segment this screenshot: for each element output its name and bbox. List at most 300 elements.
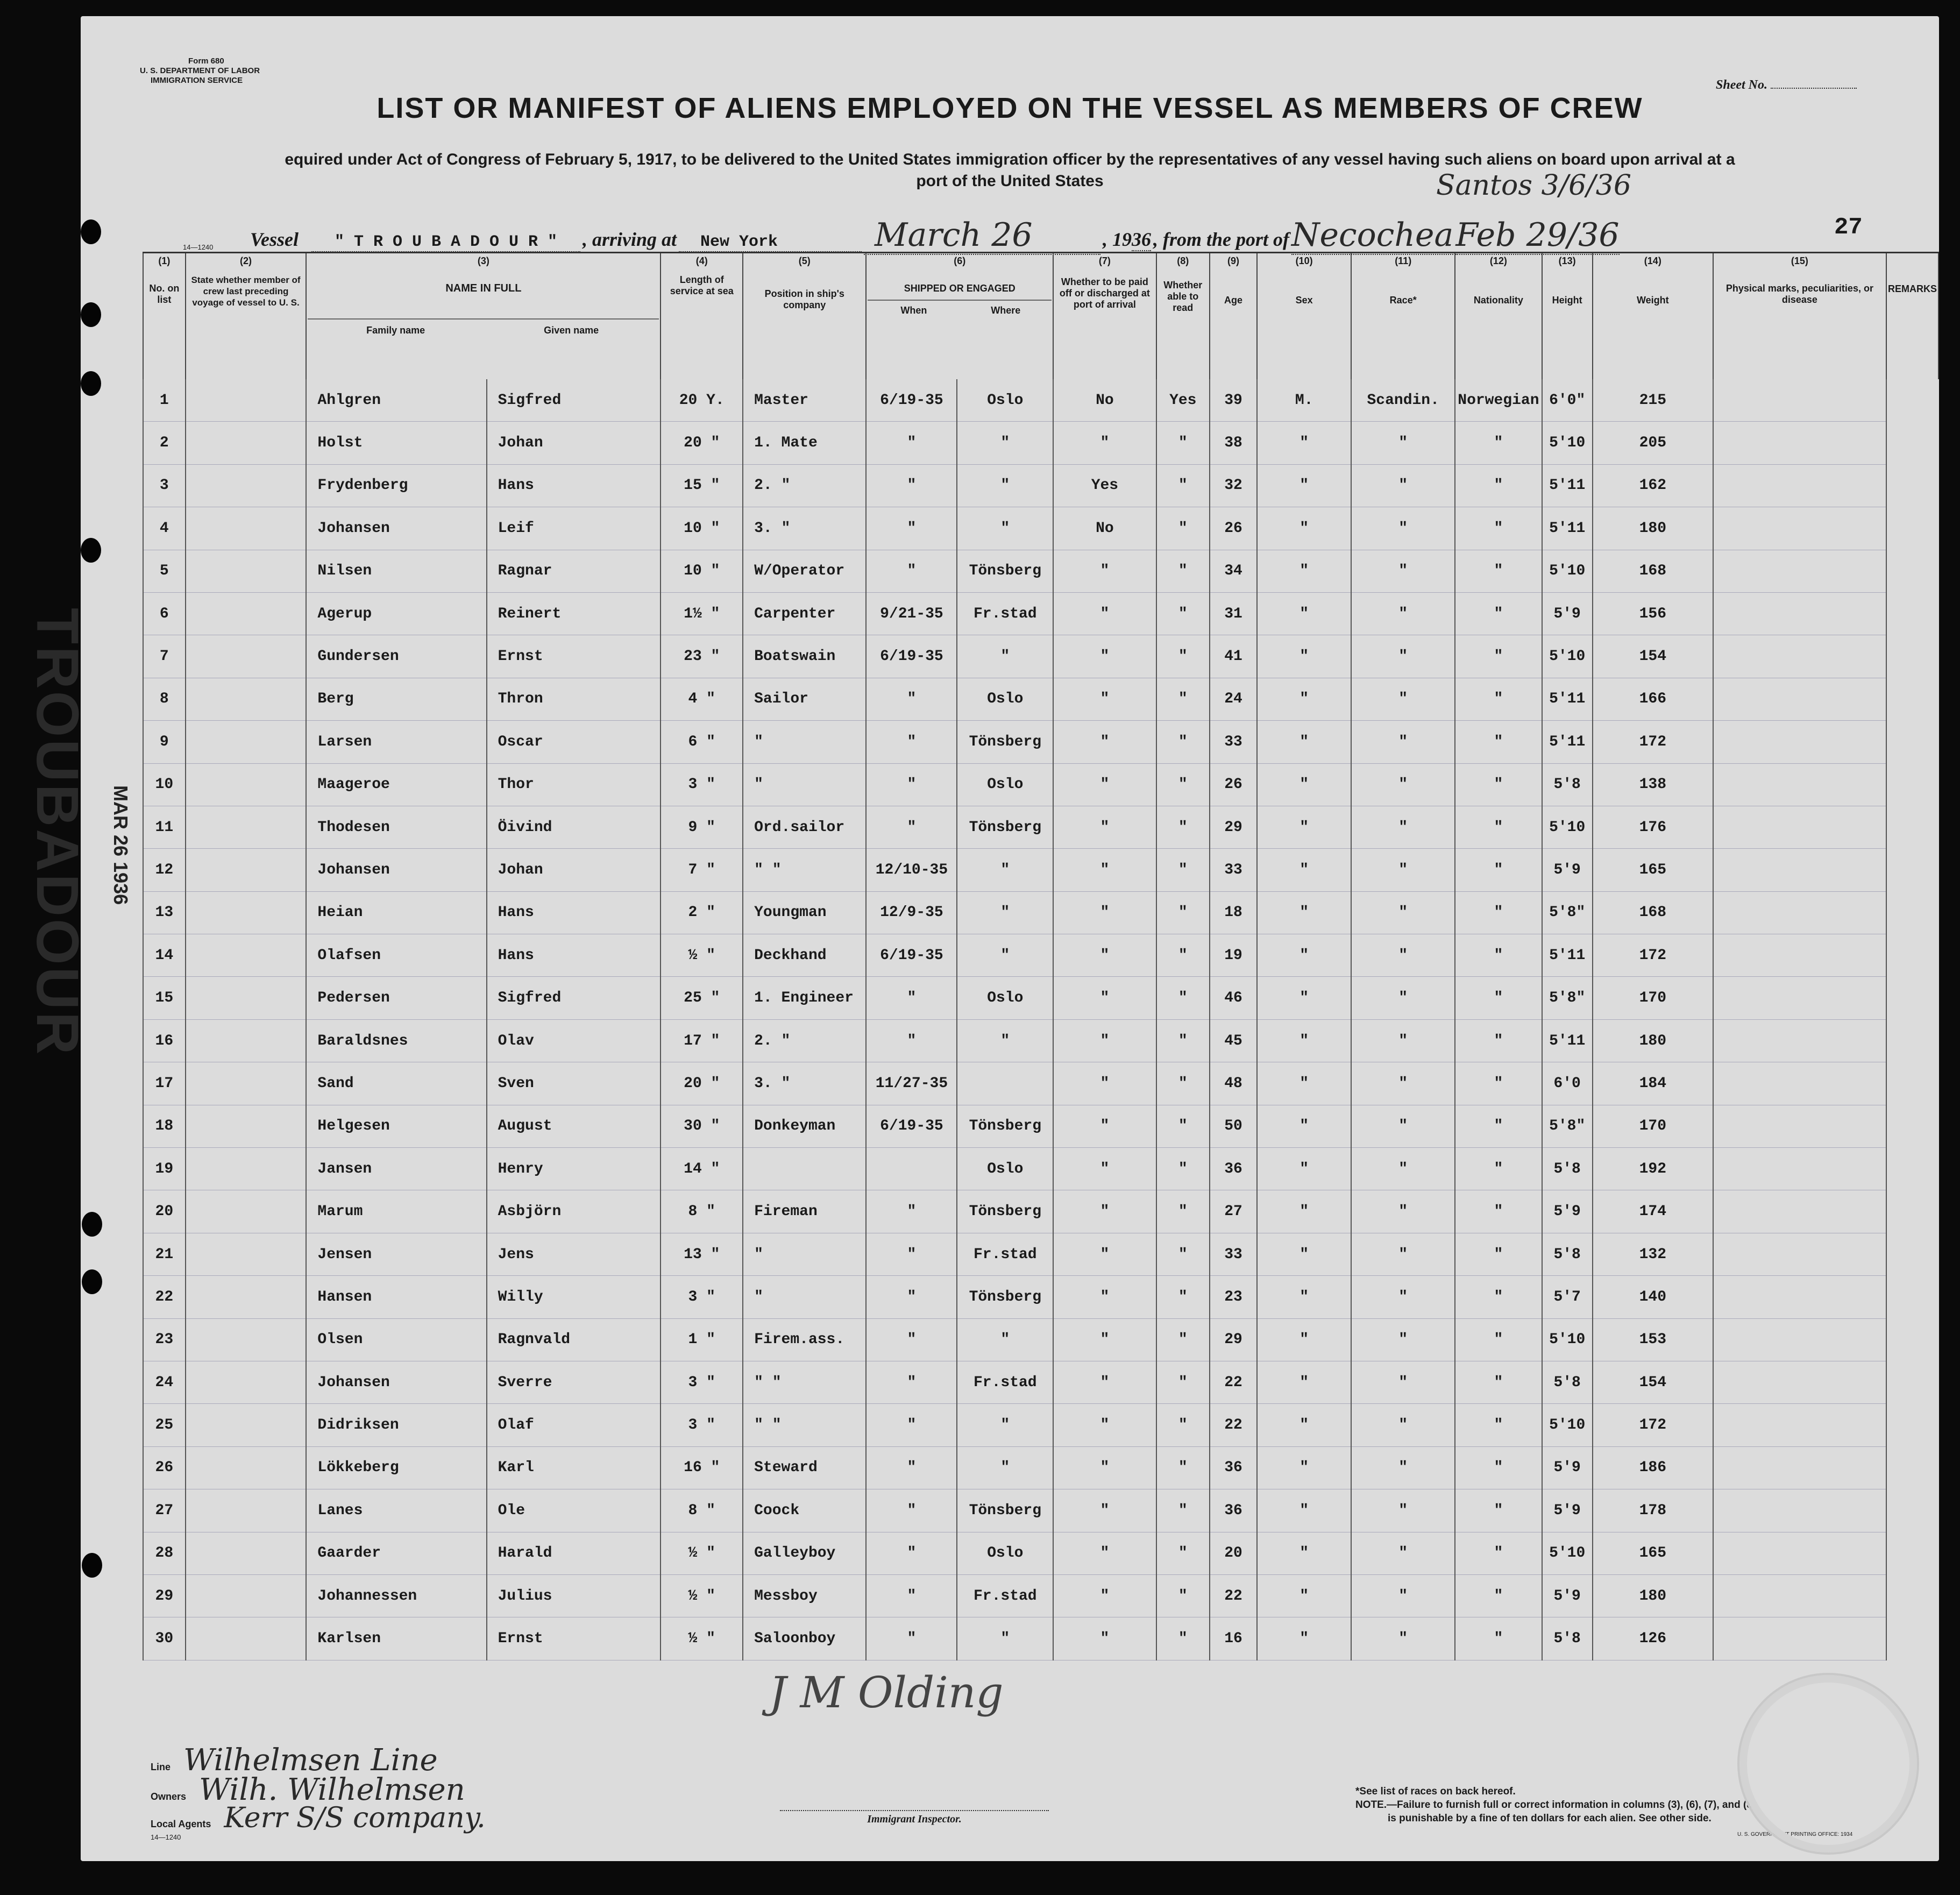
code-top: 14—1240 [183,243,214,251]
shipped-where-cell: Tönsberg [957,1190,1053,1233]
nationality-cell: " [1455,678,1542,720]
sex-cell: " [1257,635,1351,678]
last-voyage-cell [186,635,307,678]
paid-off-cell: " [1053,1617,1156,1660]
weight-cell: 154 [1593,1361,1713,1403]
position-cell: " " [743,1404,866,1446]
shipped-where-cell: Fr.stad [957,592,1053,635]
able-to-read-cell: " [1156,550,1210,592]
row-no-cell: 29 [143,1574,186,1617]
shipped-when-cell: 6/19-35 [866,1105,957,1147]
weight-cell: 132 [1593,1233,1713,1275]
sex-cell: " [1257,1019,1351,1062]
service-cell: 3 " [661,1404,743,1446]
sex-cell: " [1257,550,1351,592]
weight-cell: 154 [1593,635,1713,678]
embossed-seal [1737,1673,1919,1855]
weight-cell: 166 [1593,678,1713,720]
given-name-cell: Asbjörn [487,1190,661,1233]
table-row [143,934,1938,977]
service-cell: 13 " [661,1233,743,1275]
page-subtitle-2: port of the United States [916,172,1104,190]
table-row [143,1361,1938,1403]
race-cell: " [1351,635,1455,678]
height-cell: 5'8 [1542,1148,1593,1190]
row-no-cell: 19 [143,1148,186,1190]
service-label: IMMIGRATION SERVICE [151,76,243,85]
paid-off-cell: " [1053,721,1156,763]
position-cell: Firem.ass. [743,1318,866,1361]
race-cell: " [1351,1489,1455,1532]
service-cell: 23 " [661,635,743,678]
given-name-cell: Willy [487,1276,661,1318]
able-to-read-cell: " [1156,891,1210,934]
given-name-cell: Julius [487,1574,661,1617]
able-to-read-cell: " [1156,678,1210,720]
weight-cell: 180 [1593,1019,1713,1062]
race-cell: " [1351,1318,1455,1361]
table-row [143,1532,1938,1574]
last-voyage-cell [186,1318,307,1361]
shipped-where-cell: Oslo [957,1532,1053,1574]
sex-cell: " [1257,1233,1351,1275]
row-no-cell: 28 [143,1532,186,1574]
row-no-cell: 1 [143,379,186,422]
race-cell: " [1351,507,1455,550]
height-cell: 5'8" [1542,977,1593,1019]
paid-off-cell: " [1053,1233,1156,1275]
race-cell: " [1351,422,1455,464]
sex-cell: " [1257,678,1351,720]
family-name-cell: Olsen [306,1318,486,1361]
table-row [143,1489,1938,1532]
service-cell: 20 Y. [661,379,743,422]
table-row [143,635,1938,678]
family-name-cell: Sand [306,1062,486,1105]
position-cell: " [743,721,866,763]
col-age: (9) Age [1210,253,1257,380]
row-no-cell: 11 [143,806,186,848]
given-name-cell: Olaf [487,1404,661,1446]
race-cell: " [1351,1361,1455,1403]
sex-cell: " [1257,1318,1351,1361]
race-cell: " [1351,1404,1455,1446]
able-to-read-cell: " [1156,977,1210,1019]
able-to-read-cell: " [1156,1574,1210,1617]
shipped-when-cell: " [866,1574,957,1617]
age-cell: 33 [1210,849,1257,891]
age-cell: 38 [1210,422,1257,464]
row-no-cell: 12 [143,849,186,891]
sex-cell: " [1257,507,1351,550]
sex-cell: " [1257,1489,1351,1532]
paid-off-cell: " [1053,635,1156,678]
sex-cell: " [1257,763,1351,806]
row-no-cell: 3 [143,464,186,507]
nationality-cell: " [1455,1574,1542,1617]
shipped-where-cell: Oslo [957,379,1053,422]
given-name-cell: Thron [487,678,661,720]
physical-marks-cell [1713,678,1886,720]
sex-cell: " [1257,1404,1351,1446]
height-cell: 5'8 [1542,1233,1593,1275]
given-name-cell: Reinert [487,592,661,635]
binder-hole [82,1212,102,1237]
height-cell: 5'11 [1542,507,1593,550]
given-name-cell: Johan [487,422,661,464]
row-no-cell: 20 [143,1190,186,1233]
arrival-port: New York [679,233,862,252]
age-cell: 16 [1210,1617,1257,1660]
arrival-year: 36 [1132,229,1152,250]
race-cell: " [1351,592,1455,635]
nationality-cell: " [1455,1361,1542,1403]
age-cell: 31 [1210,592,1257,635]
table-row [143,806,1938,848]
age-cell: 36 [1210,1446,1257,1489]
weight-cell: 184 [1593,1062,1713,1105]
shipped-when-cell: " [866,507,957,550]
service-cell: 20 " [661,1062,743,1105]
shipped-when-cell: " [866,1617,957,1660]
shipped-where-cell: " [957,1617,1053,1660]
able-to-read-cell: " [1156,721,1210,763]
last-voyage-cell [186,1019,307,1062]
able-to-read-cell: Yes [1156,379,1210,422]
family-name-cell: Maageroe [306,763,486,806]
last-voyage-cell [186,721,307,763]
race-cell: " [1351,1532,1455,1574]
physical-marks-cell [1713,1148,1886,1190]
race-cell: " [1351,891,1455,934]
last-voyage-cell [186,849,307,891]
shipped-where-cell: " [957,1404,1053,1446]
family-name-cell: Gundersen [306,635,486,678]
vessel-line [250,216,1620,255]
col-sex: (10) Sex [1257,253,1351,380]
shipped-where-cell: Tönsberg [957,721,1053,763]
binder-hole [81,371,101,396]
table-row [143,507,1938,550]
given-name-cell: Olav [487,1019,661,1062]
height-cell: 5'8 [1542,1617,1593,1660]
family-name-cell: Pedersen [306,977,486,1019]
shipped-where-cell: Tönsberg [957,1489,1053,1532]
age-cell: 33 [1210,1233,1257,1275]
weight-cell: 140 [1593,1276,1713,1318]
given-name-cell: Ragnar [487,550,661,592]
height-cell: 5'10 [1542,1532,1593,1574]
shipped-where-cell: Tönsberg [957,806,1053,848]
shipped-where-cell: " [957,635,1053,678]
col-height: (13) Height [1542,253,1593,380]
sheet-number-label: Sheet No. [1716,78,1857,93]
given-name-cell: Ernst [487,635,661,678]
physical-marks-cell [1713,1276,1886,1318]
nationality-cell: " [1455,977,1542,1019]
service-cell: ½ " [661,1532,743,1574]
position-cell: 1. Engineer [743,977,866,1019]
from-date: Feb 29/36 [1455,216,1620,254]
page-subtitle-1: equired under Act of Congress of February 5, 1917, to be delivered to the United States immigration officer by the representatives of any vessel having such aliens on board upon arrival at a [285,151,1735,168]
service-cell: 4 " [661,678,743,720]
last-voyage-cell [186,1105,307,1147]
service-cell: 8 " [661,1190,743,1233]
able-to-read-cell: " [1156,1489,1210,1532]
weight-cell: 178 [1593,1489,1713,1532]
service-cell: 17 " [661,1019,743,1062]
department-label: U. S. DEPARTMENT OF LABOR [140,66,260,75]
sex-cell: " [1257,422,1351,464]
nationality-cell: " [1455,1318,1542,1361]
nationality-cell: " [1455,550,1542,592]
weight-cell: 162 [1593,464,1713,507]
last-voyage-cell [186,1148,307,1190]
weight-cell: 172 [1593,721,1713,763]
shipped-when-cell: " [866,678,957,720]
shipped-when-cell: 6/19-35 [866,934,957,977]
given-name-cell: Ragnvald [487,1318,661,1361]
arriving-label: , arriving at [583,229,677,250]
shipped-when-cell: " [866,550,957,592]
table-row [143,379,1938,422]
page-title: LIST OR MANIFEST OF ALIENS EMPLOYED ON THE VESSEL AS MEMBERS OF CREW [377,92,1643,124]
arrival-date: March 26 [864,216,1100,255]
paid-off-cell: No [1053,379,1156,422]
from-label: , from the port of [1153,229,1290,250]
age-cell: 36 [1210,1148,1257,1190]
physical-marks-cell [1713,1361,1886,1403]
row-no-cell: 10 [143,763,186,806]
shipped-when-cell [866,1148,957,1190]
row-no-cell: 24 [143,1361,186,1403]
side-date-stamp: MAR 26 1936 [110,785,132,905]
shipped-when-cell: " [866,1190,957,1233]
shipped-when-cell: " [866,806,957,848]
sex-cell: " [1257,721,1351,763]
family-name-cell: Jensen [306,1233,486,1275]
family-name-cell: Johansen [306,849,486,891]
shipped-where-cell: Fr.stad [957,1574,1053,1617]
able-to-read-cell: " [1156,1233,1210,1275]
nationality-cell: " [1455,507,1542,550]
paid-off-cell: " [1053,763,1156,806]
nationality-cell: Norwegian [1455,379,1542,422]
position-cell: Carpenter [743,592,866,635]
given-name-cell: Sigfred [487,379,661,422]
sex-cell: " [1257,1532,1351,1574]
owners-field: Owners Wilh. Wilhelmsen [151,1772,465,1807]
service-cell: 15 " [661,464,743,507]
physical-marks-cell [1713,1190,1886,1233]
shipped-when-cell: 6/19-35 [866,379,957,422]
shipped-when-cell: " [866,977,957,1019]
col-remarks: REMARKS [1886,253,1938,380]
binder-hole [81,302,101,327]
shipped-where-cell: Oslo [957,678,1053,720]
service-cell: 2 " [661,891,743,934]
race-cell: " [1351,806,1455,848]
physical-marks-cell [1713,464,1886,507]
service-cell: ½ " [661,1617,743,1660]
able-to-read-cell: " [1156,1190,1210,1233]
shipped-where-cell: Oslo [957,763,1053,806]
height-cell: 5'11 [1542,678,1593,720]
paid-off-cell: " [1053,977,1156,1019]
position-cell: Deckhand [743,934,866,977]
race-cell: " [1351,849,1455,891]
race-cell: " [1351,1574,1455,1617]
shipped-where-cell: Tönsberg [957,1276,1053,1318]
family-name-cell: Frydenberg [306,464,486,507]
weight-cell: 165 [1593,1532,1713,1574]
col-no: (1) No. on list [143,253,186,380]
race-cell: " [1351,550,1455,592]
paid-off-cell: " [1053,1062,1156,1105]
position-cell: " [743,1233,866,1275]
inspector-label: Immigrant Inspector. [780,1810,1049,1826]
shipped-where-cell: " [957,507,1053,550]
weight-cell: 170 [1593,1105,1713,1147]
vessel-name: " T R O U B A D O U R " [311,233,580,252]
family-name-cell: Olafsen [306,934,486,977]
side-vessel-stamp: TROUBADOUR [24,608,90,1057]
vessel-note-above: Santos 3/6/36 [1436,169,1631,202]
row-no-cell: 6 [143,592,186,635]
able-to-read-cell: " [1156,464,1210,507]
paid-off-cell: " [1053,1148,1156,1190]
position-cell: W/Operator [743,550,866,592]
height-cell: 5'11 [1542,721,1593,763]
physical-marks-cell [1713,806,1886,848]
service-cell: 30 " [661,1105,743,1147]
shipped-where-cell: " [957,891,1053,934]
age-cell: 29 [1210,1318,1257,1361]
height-cell: 5'8" [1542,1105,1593,1147]
manifest-page [24,16,1939,1861]
col-race: (11) Race* [1351,253,1455,380]
position-cell: Youngman [743,891,866,934]
col-shipped: (6) SHIPPED OR ENGAGED When Where [866,253,1053,380]
shipped-where-cell: Oslo [957,1148,1053,1190]
able-to-read-cell: " [1156,1276,1210,1318]
family-name-cell: Larsen [306,721,486,763]
family-name-cell: Gaarder [306,1532,486,1574]
given-name-cell: Leif [487,507,661,550]
height-cell: 5'10 [1542,635,1593,678]
physical-marks-cell [1713,763,1886,806]
physical-marks-cell [1713,1574,1886,1617]
shipped-when-cell: " [866,1318,957,1361]
row-no-cell: 13 [143,891,186,934]
age-cell: 22 [1210,1361,1257,1403]
sex-cell: " [1257,806,1351,848]
paid-off-cell: " [1053,849,1156,891]
last-voyage-cell [186,379,307,422]
race-cell: " [1351,1105,1455,1147]
position-cell: Master [743,379,866,422]
last-voyage-cell [186,1446,307,1489]
able-to-read-cell: " [1156,1105,1210,1147]
height-cell: 5'8 [1542,1361,1593,1403]
sex-cell: " [1257,1148,1351,1190]
table-row [143,977,1938,1019]
service-cell: 3 " [661,1361,743,1403]
last-voyage-cell [186,1276,307,1318]
nationality-cell: " [1455,849,1542,891]
col-name: (3) NAME IN FULL Family name Given name [306,253,661,380]
shipped-when-cell: 6/19-35 [866,635,957,678]
row-no-cell: 27 [143,1489,186,1532]
weight-cell: 153 [1593,1318,1713,1361]
row-no-cell: 25 [143,1404,186,1446]
position-cell: Messboy [743,1574,866,1617]
paid-off-cell: " [1053,1361,1156,1403]
physical-marks-cell [1713,1019,1886,1062]
weight-cell: 165 [1593,849,1713,891]
last-voyage-cell [186,806,307,848]
age-cell: 18 [1210,891,1257,934]
family-name-cell: Heian [306,891,486,934]
physical-marks-cell [1713,592,1886,635]
family-name-cell: Lökkeberg [306,1446,486,1489]
shipped-when-cell: " [866,422,957,464]
note-line-2: is punishable by a fine of ten dollars for each alien. See other side. [1388,1813,1712,1824]
sex-cell: " [1257,464,1351,507]
given-name-cell: Henry [487,1148,661,1190]
given-name-cell: Ernst [487,1617,661,1660]
service-cell: 3 " [661,763,743,806]
year-prefix: , 19 [1103,229,1132,250]
age-cell: 26 [1210,507,1257,550]
table-row [143,1574,1938,1617]
shipped-where-cell: " [957,934,1053,977]
given-name-cell: Thor [487,763,661,806]
last-voyage-cell [186,763,307,806]
shipped-where-cell: " [957,464,1053,507]
race-cell: " [1351,1233,1455,1275]
sex-cell: " [1257,849,1351,891]
service-cell: 8 " [661,1489,743,1532]
paid-off-cell: " [1053,891,1156,934]
physical-marks-cell [1713,1062,1886,1105]
shipped-when-cell: " [866,1233,957,1275]
physical-marks-cell [1713,379,1886,422]
sex-cell: " [1257,1446,1351,1489]
physical-marks-cell [1713,934,1886,977]
shipped-where-cell: " [957,1019,1053,1062]
shipped-when-cell: 9/21-35 [866,592,957,635]
given-name-cell: Hans [487,934,661,977]
position-cell: " " [743,1361,866,1403]
service-cell: 3 " [661,1276,743,1318]
service-cell: 14 " [661,1148,743,1190]
age-cell: 24 [1210,678,1257,720]
page-number: 27 [1834,214,1863,241]
physical-marks-cell [1713,1617,1886,1660]
weight-cell: 170 [1593,977,1713,1019]
nationality-cell: " [1455,1489,1542,1532]
physical-marks-cell [1713,721,1886,763]
physical-marks-cell [1713,891,1886,934]
paid-off-cell: " [1053,1105,1156,1147]
nationality-cell: " [1455,1532,1542,1574]
shipped-where-cell: " [957,422,1053,464]
shipped-when-cell: 12/9-35 [866,891,957,934]
height-cell: 5'11 [1542,934,1593,977]
family-name-cell: Lanes [306,1489,486,1532]
given-name-cell: Sigfred [487,977,661,1019]
